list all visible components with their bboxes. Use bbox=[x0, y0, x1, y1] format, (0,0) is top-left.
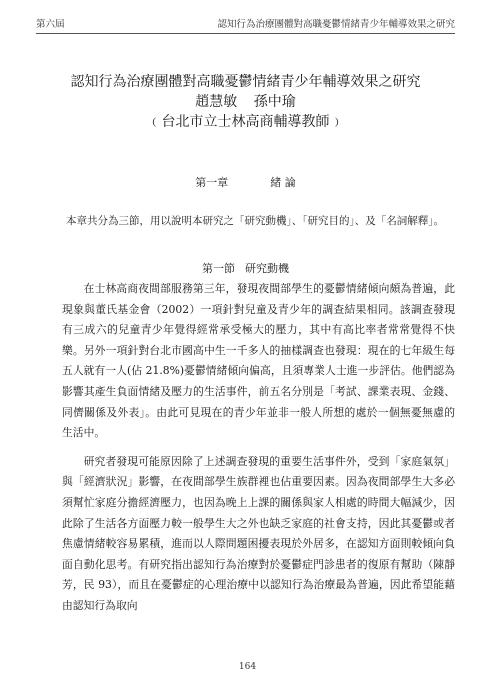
chapter-heading bbox=[36, 174, 455, 190]
header-rule bbox=[36, 33, 455, 34]
paragraph: 研究者發現可能原因除了上述調查發現的重要生活事件外，受到「家庭氣氛」與「經濟狀況」影響，在夜間部學生族群裡也佔重要因素。因為夜間部學生大多必須幫忙家庭分擔經濟壓力，也因為晚上上課的關係與家人相處的時間大幅減少，因此除了生活各方面壓力較一般學生大之外也缺乏家庭的社會支持，因此其憂鬱或者焦慮情緒較容易累積，進而以人際問題困擾表現於外居多，在認知方面則較傾向負面自動化思考。有研究指出認知行為治療對於憂鬱症門診患者的復原有幫助（陳靜芳，民 93），而且在憂鬱症的心理治療中以認知行為治療最為普遍，因此希望能藉由認知行為取向 bbox=[62, 454, 455, 612]
title-block bbox=[36, 72, 455, 132]
authors: 趙慧敏 孫中瑜 bbox=[195, 94, 296, 110]
affiliation: ﹙台北市立士林高商輔導教師﹚ bbox=[147, 114, 344, 130]
chapter-number: 第一章 bbox=[195, 176, 229, 189]
running-header bbox=[36, 16, 455, 32]
header-left: 第六屆 bbox=[36, 19, 65, 30]
chapter-name: 緒 論 bbox=[270, 176, 296, 189]
paragraph: 在士林高商夜間部服務第三年，發現夜間部學生的憂鬱情緒傾向頗為普遍，此現象與董氏基金會（2002）一項針對兒童及青少年的調查結果相同。該調查發現有三成六的兒童青少年覺得經常承受極大的壓力，其中有高比率者常常覺得不快樂。另外一項針對台北市國高中生一千多人的抽樣調查也發現：現在的七年級生每五人就有一人(佔 21.8%)憂鬱情緒傾向偏高，且須專業人士進一步評估。他們認為影響其產生負面情緒及壓力的生活事件，前五名分別是「考試、課業表現、金錢、同儕關係及外表」。由此可見現在的青少年並非一般人所想的處於一個無憂無慮的生活中。 bbox=[62, 282, 455, 440]
section-number: 第一節 bbox=[202, 262, 235, 275]
chapter-intro: 本章共分為三節，用以說明本研究之「研究動機」、「研究目的」、及「名詞解釋」。 bbox=[66, 215, 444, 227]
paper-title: 認知行為治療團體對高職憂鬱情緒青少年輔導效果之研究 bbox=[70, 74, 421, 90]
header-right: 認知行為治療團體對高職憂鬱情緒青少年輔導效果之研究 bbox=[217, 19, 455, 30]
body-text bbox=[62, 279, 455, 617]
section-heading bbox=[36, 260, 455, 276]
page-number: 164 bbox=[238, 662, 257, 672]
section-name: 研究動機 bbox=[245, 262, 289, 275]
